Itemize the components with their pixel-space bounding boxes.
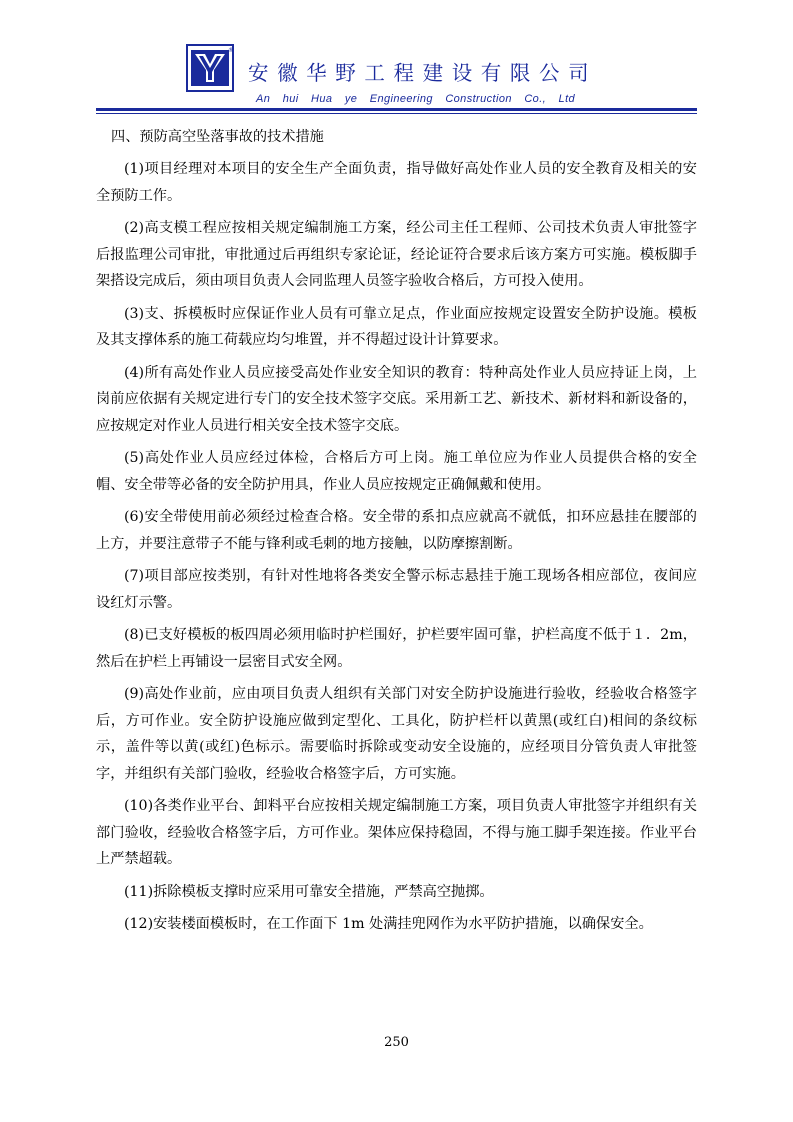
header-rule-thin	[96, 113, 697, 114]
page-header	[0, 0, 793, 125]
page-number: 250	[384, 1035, 409, 1050]
paragraph-2: (2)高支模工程应按相关规定编制施工方案，经公司主任工程师、公司技术负责人审批签字后报监理公司审批，审批通过后再组织专家论证，经论证符合要求后该方案方可实施。模板脚手架搭设完成后，须由项目负责人会同监理人员签字验收合格后，方可投入使用。	[96, 220, 697, 289]
company-logo	[186, 44, 234, 92]
paragraph-5: (5)高处作业人员应经过体检，合格后方可上岗。施工单位应为作业人员提供合格的安全帽、安全带等必备的安全防护用具，作业人员应按规定正确佩戴和使用。	[96, 450, 697, 493]
paragraph-12: (12)安装楼面模板时，在工作面下 1m 处满挂兜网作为水平防护措施，以确保安全。	[124, 916, 653, 932]
paragraph-6: (6)安全带使用前必须经过检查合格。安全带的系扣点应就高不就低，扣环应悬挂在腰部的上方，并要注意带子不能与锋利或毛刺的地方接触，以防摩擦割断。	[96, 509, 697, 552]
paragraph-10: (10)各类作业平台、卸料平台应按相关规定编制施工方案，项目负责人审批签字并组织有关部门验收，经验收合格签字后，方可作业。架体应保持稳固，不得与施工脚手架连接。作业平台上严禁超载。	[96, 798, 697, 867]
company-name-cn: 安徽华野工程建设有限公司	[248, 61, 598, 85]
paragraph-8: (8)已支好模板的板四周必须用临时护栏围好，护栏要牢固可靠，护栏高度不低于１．2m，然后在护栏上再铺设一层密目式安全网。	[96, 627, 697, 670]
section-heading: 四、预防高空坠落事故的技术措施	[111, 129, 324, 145]
paragraph-3: (3)支、拆模板时应保证作业人员有可靠立足点，作业面应按规定设置安全防护设施。模板及其支撑体系的施工荷载应均匀堆置，并不得超过设计计算要求。	[96, 305, 697, 348]
paragraph-4: (4)所有高处作业人员应接受高处作业安全知识的教育：特种高处作业人员应持证上岗，上岗前应依据有关规定进行专门的安全技术签字交底。采用新工艺、新技术、新材料和新设备的，应按规定对作业人员进行相关安全技术签字交底。	[96, 364, 697, 434]
paragraph-11: (11)拆除模板支撑时应采用可靠安全措施，严禁高空抛掷。	[124, 883, 494, 900]
document-body	[96, 124, 697, 944]
company-name-en: An hui Hua ye Engineering Construction Co., Ltd	[256, 93, 576, 105]
paragraph-9: (9)高处作业前，应由项目负责人组织有关部门对安全防护设施进行验收，经验收合格签字后，方可作业。安全防护设施应做到定型化、工具化，防护栏杆以黄黑(或红白)相间的条纹标示，盖件等以黄(或红)色标示。需要临时拆除或变动安全设施的，应经项目分管负责人审批签字，并组织有关部门验收，经验收合格签字后，方可实施。	[96, 686, 697, 782]
paragraph-7: (7)项目部应按类别，有针对性地将各类安全警示标志悬挂于施工现场各相应部位，夜间应设红灯示警。	[96, 568, 697, 611]
header-rule-thick	[96, 108, 697, 111]
paragraph-1: (1)项目经理对本项目的安全生产全面负责，指导做好高处作业人员的安全教育及相关的安全预防工作。	[96, 161, 697, 204]
registered-mark: ®	[228, 47, 234, 54]
